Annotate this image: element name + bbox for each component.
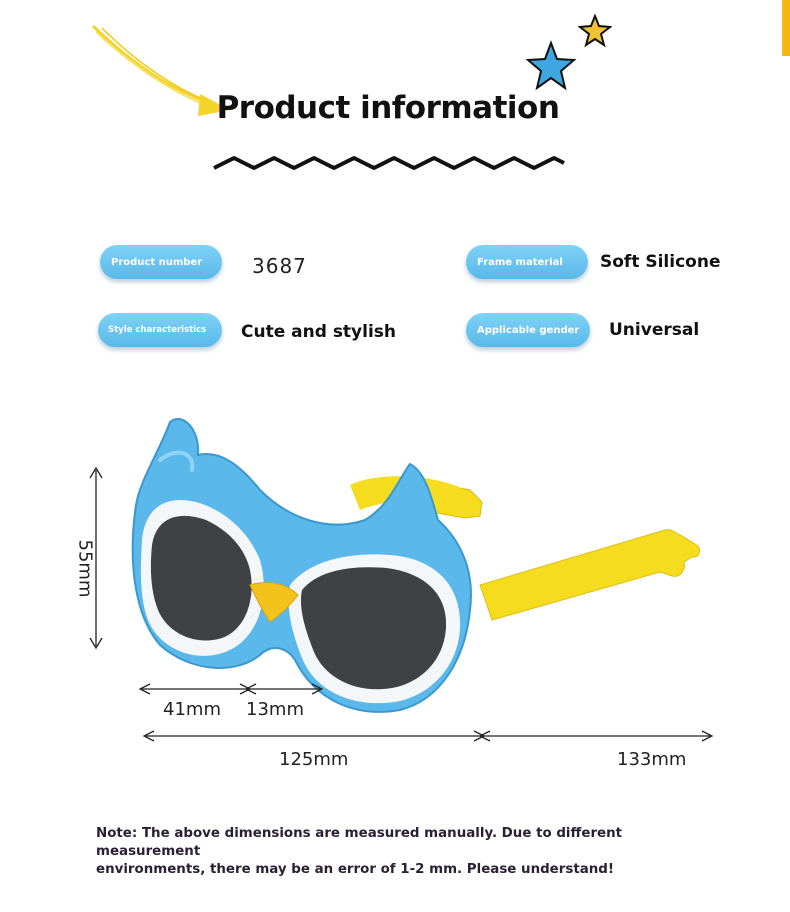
note-line-2: environments, there may be an error of 1-2 mm. Please understand! bbox=[96, 862, 615, 877]
yellow-star-icon bbox=[578, 14, 612, 48]
corner-accent-bar bbox=[782, 0, 790, 56]
note-line-1: Note: The above dimensions are measured manually. Due to different measurement bbox=[96, 826, 623, 859]
spec-value-product-number: 3687 bbox=[252, 254, 307, 278]
dimension-frame-width-label: 125mm bbox=[279, 749, 349, 770]
page-title: Product information bbox=[216, 90, 560, 126]
zigzag-divider bbox=[212, 150, 566, 174]
measurement-note bbox=[96, 825, 716, 879]
spec-value-frame-material: Soft Silicone bbox=[600, 252, 721, 272]
blue-star-icon bbox=[525, 40, 577, 92]
dimension-temple-length-label: 133mm bbox=[617, 749, 687, 770]
dimension-height-label: 55mm bbox=[74, 539, 96, 598]
spec-label-frame-material: Frame material bbox=[466, 245, 588, 279]
spec-label-product-number: Product number bbox=[100, 245, 222, 279]
spec-value-style-characteristics: Cute and stylish bbox=[241, 322, 397, 342]
spec-label-applicable-gender: Applicable gender bbox=[466, 313, 590, 347]
dimension-bridge-label: 13mm bbox=[246, 699, 304, 720]
dimension-lens-width-label: 41mm bbox=[163, 699, 221, 720]
spec-label-style-characteristics: Style characteristics bbox=[98, 313, 222, 347]
spec-value-applicable-gender: Universal bbox=[609, 320, 700, 340]
